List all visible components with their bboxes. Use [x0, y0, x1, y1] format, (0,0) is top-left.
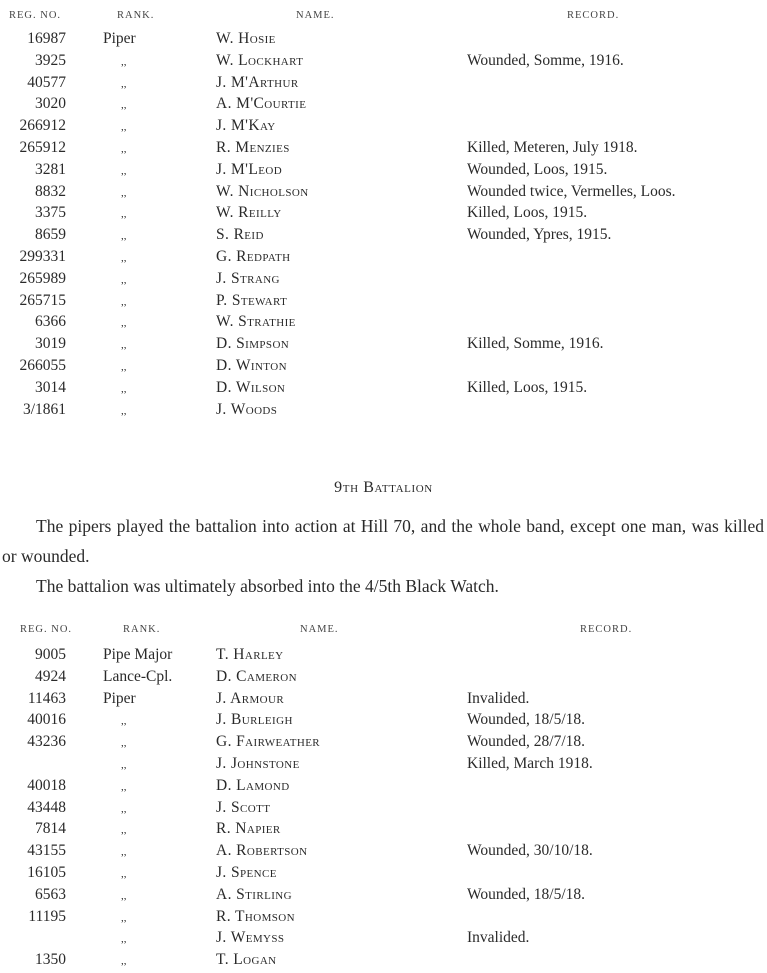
table-row: [0, 313, 767, 335]
table-row: [0, 357, 767, 379]
name-cell: R. Thomson: [216, 907, 295, 925]
reg-no-cell: 3020: [35, 95, 66, 113]
header-reg-no: REG. NO.: [9, 10, 62, 21]
name-cell: G. Redpath: [216, 248, 291, 265]
rank-cell: ,,: [121, 846, 127, 859]
reg-no-cell: 40016: [27, 711, 66, 729]
table-row: [0, 842, 767, 864]
table-row: [0, 379, 767, 401]
table-row: [0, 668, 767, 690]
rank-cell: ,,: [121, 55, 127, 68]
record-cell: Killed, March 1918.: [467, 755, 593, 772]
table-row: [0, 690, 767, 712]
table-row: [0, 30, 767, 52]
table-row: [0, 139, 767, 161]
table-row: [0, 820, 767, 842]
name-cell: D. Winton: [216, 357, 287, 374]
rank-cell: ,,: [121, 143, 127, 155]
rank-cell: Lance-Cpl.: [103, 667, 173, 685]
rank-cell: ,,: [121, 780, 127, 793]
record-cell: Wounded, Somme, 1916.: [467, 51, 624, 69]
table-row: [0, 95, 767, 117]
record-cell: Wounded, 18/5/18.: [467, 711, 586, 729]
reg-no-cell: 11195: [28, 907, 66, 925]
rank-cell: ,,: [121, 252, 127, 264]
table-row: [0, 951, 767, 973]
reg-no-cell: 6563: [35, 885, 66, 903]
reg-no-cell: 16105: [27, 864, 66, 881]
reg-no-cell: 3019: [35, 335, 66, 353]
record-cell: Killed, Loos, 1915.: [467, 204, 588, 222]
rank-cell: ,,: [121, 889, 127, 902]
table-row: [0, 226, 767, 248]
name-cell: D. Cameron: [216, 667, 297, 685]
table-row: [0, 161, 767, 183]
rank-cell: ,,: [121, 186, 127, 199]
table-row: [0, 799, 767, 821]
rank-cell: ,,: [121, 404, 127, 417]
record-cell: Wounded, 30/10/18.: [467, 842, 593, 860]
header-rank: RANK.: [117, 10, 155, 21]
name-cell: J. Spence: [216, 864, 277, 881]
table-row: [0, 401, 767, 423]
record-cell: Wounded, 18/5/18.: [467, 885, 586, 903]
reg-no-cell: 3375: [35, 204, 66, 222]
reg-no-cell: 43448: [27, 798, 66, 816]
rank-cell: ,,: [121, 77, 127, 90]
reg-no-cell: 16987: [27, 30, 66, 47]
reg-no-cell: 266055: [19, 357, 66, 374]
rank-cell: Piper: [103, 689, 136, 707]
reg-no-cell: 43236: [27, 733, 66, 751]
name-cell: D. Simpson: [216, 335, 290, 353]
table-row: [0, 74, 767, 96]
header-name: NAME.: [300, 624, 339, 635]
reg-no-cell: 266912: [19, 117, 66, 135]
name-cell: A. Robertson: [216, 842, 308, 860]
name-cell: D. Wilson: [216, 378, 286, 396]
table-row: [0, 183, 767, 205]
reg-no-cell: 40018: [27, 776, 66, 794]
name-cell: W. Strathie: [216, 313, 296, 331]
table-row: [0, 204, 767, 226]
name-cell: R. Napier: [216, 820, 281, 838]
name-cell: J. Strang: [216, 269, 280, 287]
reg-no-cell: 43155: [27, 842, 66, 860]
record-cell: Wounded, Loos, 1915.: [467, 160, 608, 178]
name-cell: J. Armour: [216, 689, 285, 707]
header-reg-no: REG. NO.: [20, 624, 73, 635]
rank-cell: ,,: [121, 955, 127, 968]
reg-no-cell: 265912: [19, 139, 66, 156]
header-record: RECORD.: [567, 10, 620, 21]
name-cell: J. M'Arthur: [216, 73, 299, 91]
reg-no-cell: 7814: [35, 820, 66, 838]
rank-cell: ,,: [121, 868, 127, 880]
table-row: [0, 52, 767, 74]
paragraph-absorbed: The battalion was ultimately absorbed into the 4/5th Black Watch.: [36, 576, 499, 596]
name-cell: S. Reid: [216, 226, 264, 244]
reg-no-cell: 265715: [19, 291, 66, 309]
name-cell: T. Logan: [216, 951, 277, 969]
record-cell: Wounded twice, Vermelles, Loos.: [467, 182, 676, 200]
reg-no-cell: 4924: [35, 667, 66, 685]
rank-cell: ,,: [121, 361, 127, 373]
name-cell: A. M'Courtie: [216, 95, 307, 113]
rank-cell: ,,: [121, 295, 127, 308]
table-row: [0, 864, 767, 886]
reg-no-cell: 299331: [19, 248, 66, 265]
table-row: [0, 117, 767, 139]
header-name: NAME.: [296, 10, 335, 21]
rank-cell: Piper: [103, 30, 136, 47]
record-cell: Wounded, Ypres, 1915.: [467, 226, 612, 244]
reg-no-cell: 3281: [35, 160, 66, 178]
rank-cell: ,,: [121, 933, 127, 946]
rank-cell: ,,: [121, 911, 127, 924]
reg-no-cell: 1350: [35, 951, 66, 969]
name-cell: W. Hosie: [216, 30, 276, 47]
rank-cell: Pipe Major: [103, 646, 173, 663]
rank-cell: ,,: [121, 317, 127, 330]
name-cell: T. Harley: [216, 646, 284, 663]
record-cell: Killed, Meteren, July 1918.: [467, 139, 638, 156]
paragraph-hill-70: The pipers played the battalion into action at Hill 70, and the whole band, except one man, was killed or wounded.: [2, 516, 764, 566]
name-cell: R. Menzies: [216, 139, 290, 156]
name-cell: W. Lockhart: [216, 51, 304, 69]
rank-cell: ,,: [121, 382, 127, 395]
record-cell: Invalided.: [467, 689, 530, 707]
reg-no-cell: 8832: [35, 182, 66, 200]
table-row: [0, 292, 767, 314]
record-cell: Killed, Loos, 1915.: [467, 378, 588, 396]
table-row: [0, 711, 767, 733]
name-cell: W. Nicholson: [216, 182, 309, 200]
record-cell: Wounded, 28/7/18.: [467, 733, 586, 751]
name-cell: W. Reilly: [216, 204, 282, 222]
table-row: [0, 335, 767, 357]
table-row: [0, 886, 767, 908]
name-cell: J. Woods: [216, 400, 278, 418]
rank-cell: ,,: [121, 230, 127, 243]
table-row: [0, 270, 767, 292]
reg-no-cell: 3014: [35, 378, 66, 396]
reg-no-cell: 9005: [35, 646, 66, 663]
name-cell: D. Lamond: [216, 776, 290, 794]
table-row: [0, 755, 767, 777]
name-cell: J. Johnstone: [216, 755, 300, 772]
name-cell: P. Stewart: [216, 291, 288, 309]
rank-cell: ,,: [121, 273, 127, 286]
table-row: [0, 248, 767, 270]
name-cell: J. M'Kay: [216, 117, 276, 135]
reg-no-cell: 6366: [35, 313, 66, 331]
rank-cell: ,,: [121, 121, 127, 134]
rank-cell: ,,: [121, 824, 127, 837]
table-row: [0, 733, 767, 755]
rank-cell: ,,: [121, 759, 127, 771]
record-cell: Invalided.: [467, 929, 530, 947]
reg-no-cell: 3/1861: [22, 400, 66, 418]
header-rank: RANK.: [123, 624, 161, 635]
reg-no-cell: 3925: [35, 51, 66, 69]
table-row: [0, 908, 767, 930]
reg-no-cell: 11463: [27, 689, 66, 707]
name-cell: J. Wemyss: [216, 929, 285, 947]
rank-cell: ,,: [121, 802, 127, 815]
table-row: [0, 929, 767, 951]
reg-no-cell: 265989: [19, 269, 66, 287]
section-heading: 9th Battalion: [334, 479, 433, 496]
table-row: [0, 646, 767, 668]
reg-no-cell: 8659: [35, 226, 66, 244]
rank-cell: ,,: [121, 737, 127, 750]
table-row: [0, 777, 767, 799]
name-cell: A. Stirling: [216, 885, 292, 903]
rank-cell: ,,: [121, 164, 127, 177]
rank-cell: ,,: [121, 339, 127, 352]
reg-no-cell: 40577: [27, 73, 66, 91]
record-cell: Killed, Somme, 1916.: [467, 335, 604, 353]
name-cell: J. Burleigh: [216, 711, 293, 729]
name-cell: G. Fairweather: [216, 733, 321, 751]
rank-cell: ,,: [121, 208, 127, 221]
header-record: RECORD.: [580, 624, 633, 635]
rank-cell: ,,: [121, 99, 127, 112]
name-cell: J. Scott: [216, 798, 271, 816]
name-cell: J. M'Leod: [216, 160, 283, 178]
rank-cell: ,,: [121, 715, 127, 728]
